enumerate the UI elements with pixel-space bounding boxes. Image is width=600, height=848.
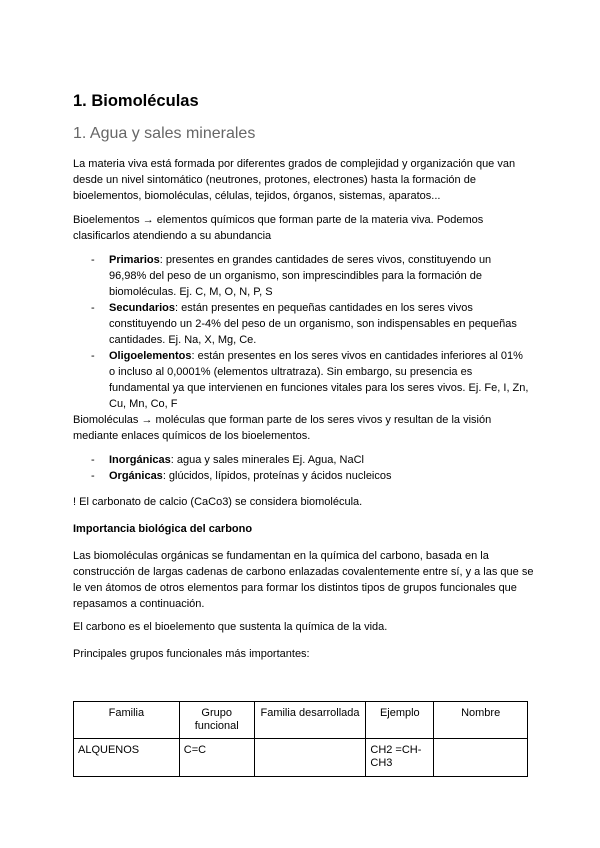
list-item [73, 468, 529, 484]
header-cell: Grupo funcional [179, 702, 254, 739]
list-item [73, 452, 529, 468]
table-cell: C=C [179, 739, 254, 777]
header-cell: Nombre [434, 702, 528, 739]
table-cell [254, 739, 366, 777]
carbon-statement: El carbono es el bioelemento que sustenta la química de la vida. [73, 621, 388, 633]
list-item-term: Orgánicas [109, 470, 163, 482]
list-item-text: : están presentes en los seres vivos en cantidades inferiores al 01% o incluso al 0,0001% (elementos ultratraza). Sin embargo, su presencia es fundamental ya que intervienen en funciones vitales para los seres vivos. Ej. Fe, I, Zn, Cu, Mn, Co, F [109, 350, 529, 410]
functional-groups-table [73, 701, 528, 777]
table-row [74, 739, 528, 777]
table-cell [434, 739, 528, 777]
list-item [73, 300, 529, 348]
list-item [73, 348, 529, 412]
carbon-heading [73, 521, 535, 537]
header-cell: Familia [74, 702, 180, 739]
biomoleculas-definition: Biomoléculas → moléculas que forman parte de los seres vivos y resultan de la visión mediante enlaces químicos de los bioelementos. [73, 414, 492, 442]
list-item-term: Oligoelementos [109, 350, 192, 362]
list-item-text: : presentes en grandes cantidades de seres vivos, constituyendo un 96,98% del peso de un organismo, son imprescindibles para la formación de biomoléculas. Ej. C, M, O, N, P, S [109, 254, 492, 298]
list-item-term: Secundarios [109, 302, 176, 314]
list-item-text: : glúcidos, lípidos, proteínas y ácidos nucleicos [162, 470, 392, 482]
list-item-text: : agua y sales minerales Ej. Agua, NaCl [170, 454, 364, 466]
table-cell: ALQUENOS [74, 739, 180, 777]
carbon-heading-text: Importancia biológica del carbono [73, 523, 253, 535]
header-cell: Ejemplo [366, 702, 434, 739]
bioelementos-list [73, 252, 529, 412]
biomoleculas-list [73, 452, 529, 484]
list-item [73, 252, 529, 300]
table-cell: CH2 =CH-CH3 [366, 739, 434, 777]
carbon-paragraph: Las biomoléculas orgánicas se fundamentan en la química del carbono, basada en la construcción de largas cadenas de carbono enlazadas covalentemente entre sí, y a las que se le ven átomos de otros elementos para formar los distintos tipos de grupos funcionales que repasamos a continuación. [73, 550, 534, 610]
section-subtitle: 1. Agua y sales minerales [73, 125, 256, 142]
bioelementos-definition: Bioelementos → elementos químicos que forman parte de la materia viva. Podemos clasificarlos atendiendo a su abundancia [73, 214, 484, 242]
groups-intro: Principales grupos funcionales más importantes: [73, 648, 310, 660]
intro-paragraph: La materia viva está formada por diferentes grados de complejidad y organización que van desde un nivel sintomático (neutrones, protones, electrones) hasta la formación de bioelementos, biomoléculas, células, tejidos, órganos, sistemas, aparatos... [73, 158, 516, 202]
header-cell: Familia desarrollada [254, 702, 366, 739]
list-item-term: Primarios [109, 254, 160, 266]
note-paragraph: ! El carbonato de calcio (CaCo3) se considera biomolécula. [73, 496, 363, 508]
list-item-text: : están presentes en pequeñas cantidades en los seres vivos constituyendo un 2-4% del peso de un organismo, son indispensables en pequeñas cantidades. Ej. Na, X, Mg, Ce. [109, 302, 517, 346]
list-item-term: Inorgánicas [109, 454, 171, 466]
page-title: 1. Biomoléculas [73, 92, 199, 110]
table-header-row [74, 702, 528, 739]
